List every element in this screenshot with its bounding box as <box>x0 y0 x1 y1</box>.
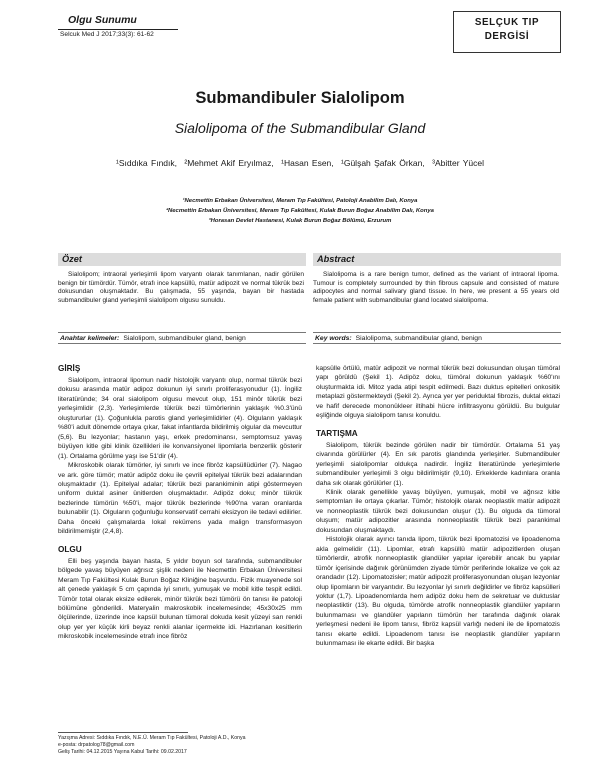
journal-name-box <box>453 11 561 53</box>
body-left-column <box>58 364 302 642</box>
author-list <box>0 158 600 168</box>
author: ³Abitter Yücel <box>432 158 484 168</box>
paragraph: Sialolipom, tükrük bezinde görülen nadir bir tümördür. Ortalama 51 yaş civarında görülürler (4). En sık parotis glandında yerleşirler. Submandibuler yerleşimli sialolipomlar oldukça nadirdir. İngiliz literatüründe yerleşimlerle submandibuler yerleşimli 3 olgu bildirilmiştir (9,10). Erkeklerde kadınlara oranla daha sık olarak görülürler (1). <box>316 441 560 487</box>
section-heading-tartisma: TARTIŞMA <box>316 428 358 438</box>
paragraph: Mikroskobik olarak tümörler, iyi sınırlı ve ince fibröz kapsüllüdürler (7). Nagao ve ark. göre tümör; matür adipöz doku ile çevrili epitelyal tükrük bezi adalarından oluşmaktadır (1). Epitelyal adalar; tükrük bezi parankiminin atipi göstermeyen uniform duktal asiner ünitlerden oluşmaktadır. Adipöz doku; minör tükrük bezlerinde tümörün %50'i, major tükrük bezlerinde %90'na varan oranlarda bulunabilir (1). Olguların çoğunluğu konservatif cerrahi eksizyon ile tedavi edilirler. Daha önceki çalışmalarda lokal rekürrens yada malign transformasyon bildirilmemiştir (2,4,8). <box>58 462 302 536</box>
paragraph: kapsülle örtülü, matür adipozit ve normal tükrük bezi dokusundan oluşan tümöral yapı görüldü (Şekil 1). Adipöz doku, tümöral dokunun yaklaşık %60'ını oluşturmakta idi. Mitoz yada atipi tespit edilmedi. Bazı duktus epitelleri onkositik metaplazi göstermekteydi (Şekil 2). Ayrıca yer yer periduktal fibrozis, duktal ektazi ve hafif derecede mononükleer iltihabi hücre infiltrasyonu görüldü. Bu bulgular eşliğinde olguya sialolipom tanısı konuldu. <box>316 365 560 420</box>
abstract-en-heading: Abstract <box>313 253 561 266</box>
correspondence-address: Yazışma Adresi: Sıddıka Fındık, N.E.Ü. Meram Tıp Fakültesi, Patoloji A.D., Konya <box>58 735 246 741</box>
journal-citation: Selcuk Med J 2017;33(3): 61-62 <box>60 31 154 38</box>
affiliation: ¹Necmettin Erbakan Üniversitesi, Meram Tıp Fakültesi, Patoloji Anabilim Dalı, Konya <box>182 198 418 204</box>
keywords-tr-label: Anahtar kelimeler: <box>60 335 120 342</box>
paragraph: Sialolipom, intraoral lipomun nadir histolojik varyantı olup, normal tükrük bezi dokusu arasında matür adipoz dokunun iyi sınırlı proliferasyonudur (1). İngiliz literatüründe; 34 oral sialolipom olgusu mevcut olup, 151 minör tükrük bezi yerleşimlidir (2,3). Yerleşimlerde tükrük bezi tümörlerinin yaklaşık %0.3'ünü oluştururlar (1). Çoğunlukla parotis gland yerleşimlidirler (4). Olguların yaklaşık %80'i adult dönemde ortaya çıkar, fakat infantlarda bildirilmiş olgular da mevcuttur (5,6). Bu lezyonlar; hastanın yaşı, erkek predominansı, semptomsuz yavaş büyüyen kitle gibi klinik özellikleri ile konvansiyonel lipomlarla benzerlik gösterir (1). Ortalama görülme yaşı ise 51'dir (4). <box>58 377 302 460</box>
abstract-tr-heading: Özet <box>58 253 306 266</box>
keywords-tr <box>58 332 306 344</box>
keywords-en <box>313 332 561 344</box>
keywords-en-label: Key words: <box>315 335 352 342</box>
keywords-tr-value: Sialolipom, submandibuler gland, benign <box>123 335 246 342</box>
author: ¹Sıddıka Fındık, <box>116 158 177 168</box>
footer-rule <box>58 732 188 733</box>
paragraph: Histolojik olarak ayırıcı tanıda lipom, tükrük bezi lipomatozisi ve lipoadenoma akla gelmelidir (11). Lipomlar, etrafı kapsüllü matür adipozitlerden oluşan tümörlerdir, atrofik nonneoplastik glandüler yapılar içerebilir ancak bu yapılar tümör içerisinde dağınık görünümden ziyade tümör periferinde lokalize ve çok az orandadır (12). Lipomatozisler; matür adipozit proliferasyonundan oluşan lezyonlar olup lipomların bir varyantıdır. Bu lezyonlar iyi sınırlı değildirler ve fibröz kapsülleri yoktur (1,7). Lipoadenomlarda hem adipöz doku hem de sekretuar ve duktuslar neoplastiktir (13). Bu olguda, tümörde atrofik nonneoplastik glandüler yapıların bulunmaması ve glandüler yapıların tümörün her tarafında dağınık olarak yerleşmesi nedeni ile lipom tanısı, fibröz kapsül varlığı nedeni ile de lipomatozis tanısı ekarte edildi. Lipoadenom tanısı ise neoplastik glandüler yapıların bulunmaması ile ekarte edildi. Bir başka <box>316 536 560 648</box>
body-right-column <box>316 364 560 649</box>
author: ¹Gülşah Şafak Örkan, <box>341 158 425 168</box>
header-rule <box>58 29 178 30</box>
affiliation: ²Necmettin Erbakan Üniversitesi, Meram Tıp Fakültesi, Kulak Burun Boğaz Anabilim Dalı, Konya <box>166 208 434 214</box>
author: ²Mehmet Akif Eryılmaz, <box>184 158 274 168</box>
correspondence-email: e-posta: drpatolog78@gmail.com <box>58 742 135 748</box>
article-subtitle: Sialolipoma of the Submandibular Gland <box>174 120 426 136</box>
author: ¹Hasan Esen, <box>281 158 334 168</box>
article-type-label: Olgu Sunumu <box>68 14 137 26</box>
affiliation: ³Horasan Devlet Hastanesi, Kulak Burun Boğaz Bölümü, Erzurum <box>208 218 392 224</box>
section-heading-olgu: OLGU <box>58 544 82 554</box>
section-heading-giris: GİRİŞ <box>58 364 81 373</box>
keywords-en-value: Sialolipoma, submandibular gland, benign <box>355 335 482 342</box>
paragraph: Klinik olarak genellikle yavaş büyüyen, yumuşak, mobil ve ağrısız kitle semptomları ile ortaya çıkarlar. Tümör; histolojik olarak neoplastik matür adipozit ve nonneoplastik tükrük bezi dokusundan oluşur (1). Bu olguda da tümoral oluşum; matür adipozitler arasında nonneoplastik tükrük bezi parankimal dokusundan oluşmaktaydı. <box>316 488 560 534</box>
abstract-tr-text: Sialolipom; intraoral yerleşimli lipom varyantı olarak tanımlanan, nadir görülen benign bir tümördür. Tümör, etrafı ince kapsüllü, matür adipozit ve normal tükrük bezi dokusundan oluşmaktadır. Bu çalışmada, 55 yaşında, bayan bir hastada submandibuler gland yerleşimli sialolipom olgusu sunuldu. <box>58 271 304 304</box>
abstract-en-text: Sialolipoma is a rare benign tumor, defined as the variant of intraoral lipoma. Tumour is completely surrounded by thin fibrous capsule and consisted of mature adipocytes and normal salivary gland tissue. In here, we present a 55 years old female patient with submandibular gland located sialolipoma. <box>313 271 559 304</box>
journal-name-line2: DERGİSİ <box>484 31 530 42</box>
paragraph: Elli beş yaşında bayan hasta, 5 yıldır boyun sol tarafında, submandibuler bölgede yavaş büyüyen ağrısız şişlik nedeni ile Necmettin Erbakan Üniversitesi Meram Tıp Fakültesi Kulak Burun Boğaz Kliniğine başvurdu. Fizik muayenede sol alt çenede yaklaşık 5 cm çapında iyi sınırlı, yumuşak ve mobil kitle tespit edildi. Tümör total olarak eksize edilerek, minör tükrük bezi tümörü ön tanısı ile patoloji bölümüne gönderildi. Materyalin makroskobik incelemesinde; 45x30x25 mm ölçülerinde, üzerinde ince kapsül bulunan tümoral dokuda kesit yüzeyi sarı renkli olup yer yer küçük kirli beyaz renkli alanlar içermekte idi. Hazırlanan kesitlerin mikroskobik incelemesinde etrafı ince fibröz <box>58 557 302 641</box>
received-accepted-dates: Geliş Tarihi: 04.12.2015 Yayına Kabul Tarihi: 09.02.2017 <box>58 749 187 755</box>
journal-name-line1: SELÇUK TIP <box>474 17 540 28</box>
article-title: Submandibuler Sialolipom <box>195 88 405 107</box>
